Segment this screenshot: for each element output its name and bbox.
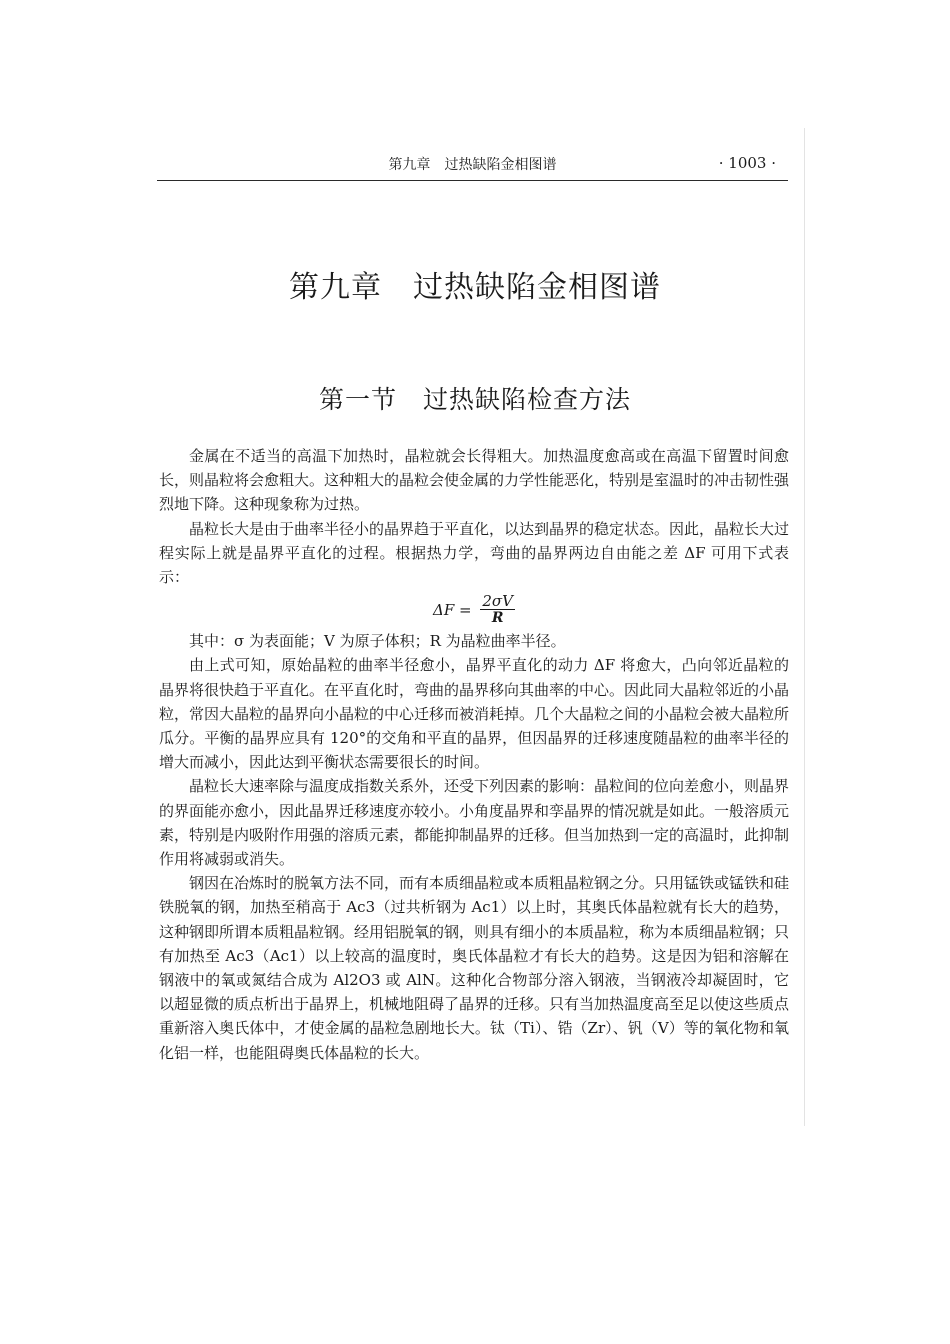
paragraph-1: 金属在不适当的高温下加热时，晶粒就会长得粗大。加热温度愈高或在高温下留置时间愈长，则晶粒将会愈粗大。这种粗大的晶粒会使金属的力学性能恶化，特别是室温时的冲击韧性强烈地下降。这种现象称为过热。 (159, 447, 790, 514)
paragraph-3: 其中：σ 为表面能；V 为原子体积；R 为晶粒曲率半径。 (189, 632, 566, 651)
formula-fraction (480, 593, 515, 626)
paragraph-2: 晶粒长大是由于曲率半径小的晶界趋于平直化，以达到晶界的稳定状态。因此，晶粒长大过程实际上就是晶界平直化的过程。根据热力学，弯曲的晶界两边自由能之差 ΔF 可用下式表示： (159, 519, 790, 587)
formula-lhs: ΔF = (433, 600, 472, 619)
running-header (157, 150, 788, 180)
formula-denominator: R (491, 610, 504, 627)
chapter-title: 第九章 过热缺陷金相图谱 (289, 270, 661, 305)
page-number: · 1003 · (718, 154, 776, 172)
running-title: 第九章 过热缺陷金相图谱 (388, 157, 557, 173)
section-title: 第一节 过热缺陷检查方法 (318, 385, 631, 414)
formula-numerator: 2σV (482, 592, 513, 611)
body-text (159, 444, 789, 1065)
paragraph-6: 钢因在冶炼时的脱氧方法不同，而有本质细晶粒或本质粗晶粒钢之分。只用锰铁或锰铁和硅铁脱氧的钢，加热至稍高于 Ac3（过共析钢为 Ac1）以上时，其奥氏体晶粒就有长大的趋势，这种钢即所谓本质粗晶粒钢。经用铝脱氧的钢，则具有细小的本质晶粒，称为本质细晶粒钢；只有加热至 Ac3（Ac1）以上较高的温度时，奥氏体晶粒才有长大的趋势。这是因为铝和溶解在钢液中的氧或氮结合成为 Al2O3 或 AlN。这种化合物部分溶入钢液，当钢液冷却凝固时，它以超显微的质点析出于晶界上，机械地阻碍了晶界的迁移。只有当加热温度高至足以使这些质点重新溶入奥氏体中，才使金属的晶粒急剧地长大。钛（Ti）、锆（Zr）、钒（V）等的氧化物和氧化铝一样，也能阻碍奥氏体晶粒的长大。 (159, 874, 790, 1062)
paragraph-5: 晶粒长大速率除与温度成指数关系外，还受下列因素的影响：晶粒间的位向差愈小，则晶界的界面能亦愈小，因此晶界迁移速度亦较小。小角度晶界和孪晶界的情况就是如此。一般溶质元素，特别是内吸附作用强的溶质元素，都能抑制晶界的迁移。但当加热到一定的高温时，此抑制作用将减弱或消失。 (159, 777, 790, 869)
formula (159, 593, 789, 627)
header-rule (157, 180, 788, 181)
paragraph-4: 由上式可知，原始晶粒的曲率半径愈小，晶界平直化的动力 ΔF 将愈大，凸向邻近晶粒的晶界将很快趋于平直化。在平直化时，弯曲的晶界移向其曲率的中心。因此同大晶粒邻近的小晶粒，常因大晶粒的晶界向小晶粒的中心迁移而被消耗掉。几个大晶粒之间的小晶粒会被大晶粒所瓜分。平衡的晶界应具有 120°的交角和平直的晶界，但因晶界的迁移速度随晶粒的曲率半径的增大而减小，因此达到平衡状态需要很长的时间。 (159, 656, 790, 772)
